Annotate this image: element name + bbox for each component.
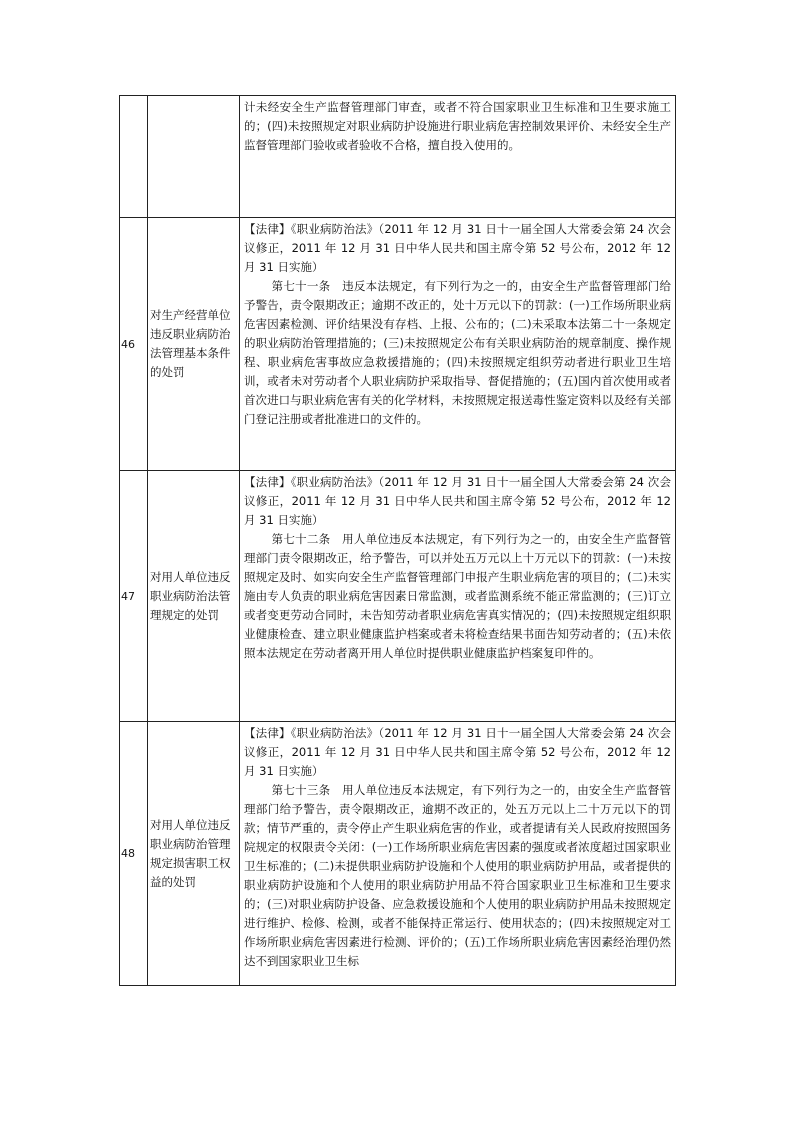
article-text: 第七十三条 用人单位违反本法规定，有下列行为之一的，由安全生产监督管理部门给予警告，责令限期改正，逾期不改正的，处五万元以上二十万元以下的罚款；情节严重的，责令停止产生职业病危害的作业，或者提请有关人民政府按照国务院规定的权限责令关闭：(一)工作场所职业病危害因素的强度或者浓度超过国家职业卫生标准的；(二)未提供职业病防护设施和个人使用的职业病防护用品，或者提供的职业病防护设施和个人使用的职业病防护用品不符合国家职业卫生标准和卫生要求的；(三)对职业病防护设备、应急救援设施和个人使用的职业病防护用品未按照规定进行维护、检修、检测，或者不能保持正常运行、使用状态的；(四)未按照规定对工作场所职业病危害因素进行检测、评价的；(五)工作场所职业病危害因素经治理仍然达不到国家职业卫生标	[244, 783, 671, 968]
legal-basis-cell	[240, 722, 676, 986]
item-name: 对生产经营单位违反职业病防治法管理基本条件的处罚	[148, 218, 240, 471]
table-row-continued	[120, 96, 676, 218]
table-row-46	[120, 218, 676, 471]
row-number: 48	[120, 722, 148, 986]
article-text: 第七十一条 违反本法规定，有下列行为之一的，由安全生产监督管理部门给予警告，责令限期改正；逾期不改正的，处十万元以下的罚款：(一)工作场所职业病危害因素检测、评价结果没有存档、上报、公布的；(二)未采取本法第二十一条规定的职业病防治管理措施的；(三)未按照规定公布有关职业病防治的规章制度、操作规程、职业病危害事故应急救援措施的；(四)未按照规定组织劳动者进行职业卫生培训，或者未对劳动者个人职业病防护采取指导、督促措施的；(五)国内首次使用或者首次进口与职业病危害有关的化学材料，未按照规定报送毒性鉴定资料以及经有关部门登记注册或者批准进口的文件的。	[244, 279, 671, 426]
item-name: 对用人单位违反职业病防治法管理规定的处罚	[148, 471, 240, 722]
row-number: 47	[120, 471, 148, 722]
row-number	[120, 96, 148, 218]
article-text: 第七十二条 用人单位违反本法规定，有下列行为之一的，由安全生产监督管理部门责令限期改正，给予警告，可以并处五万元以上十万元以下的罚款：(一)未按照规定及时、如实向安全生产监督管理部门申报产生职业病危害的项目的；(二)未实施由专人负责的职业病危害因素日常监测，或者监测系统不能正常监测的；(三)订立或者变更劳动合同时，未告知劳动者职业病危害真实情况的；(四)未按照规定组织职业健康检查、建立职业健康监护档案或者未将检查结果书面告知劳动者的；(五)未依照本法规定在劳动者离开用人单位时提供职业健康监护档案复印件的。	[244, 532, 671, 660]
legal-basis-cell	[240, 218, 676, 471]
legal-basis-cell	[240, 471, 676, 722]
table-row-48	[120, 722, 676, 986]
law-citation: 【法律】《职业病防治法》（2011 年 12 月 31 日十一届全国人大常委会第 24 次会议修正，2011 年 12 月 31 日中华人民共和国主席令第 52 号公布，2012 年 12 月 31 日实施）	[244, 475, 671, 527]
item-name: 对用人单位违反职业病防治管理规定损害职工权益的处罚	[148, 722, 240, 986]
row-number: 46	[120, 218, 148, 471]
law-citation: 【法律】《职业病防治法》（2011 年 12 月 31 日十一届全国人大常委会第 24 次会议修正，2011 年 12 月 31 日中华人民共和国主席令第 52 号公布，2012 年 12 月 31 日实施）	[244, 726, 671, 778]
legal-basis-cell	[240, 96, 676, 218]
law-citation: 【法律】《职业病防治法》（2011 年 12 月 31 日十一届全国人大常委会第 24 次会议修正，2011 年 12 月 31 日中华人民共和国主席令第 52 号公布，2012 年 12 月 31 日实施）	[244, 222, 671, 274]
item-name	[148, 96, 240, 218]
penalty-basis-table	[119, 95, 676, 986]
article-text: 计未经安全生产监督管理部门审查，或者不符合国家职业卫生标准和卫生要求施工的；(四)未按照规定对职业病防护设施进行职业病危害控制效果评价、未经安全生产监督管理部门验收或者验收不合格，擅自投入使用的。	[244, 100, 671, 152]
table-row-47	[120, 471, 676, 722]
